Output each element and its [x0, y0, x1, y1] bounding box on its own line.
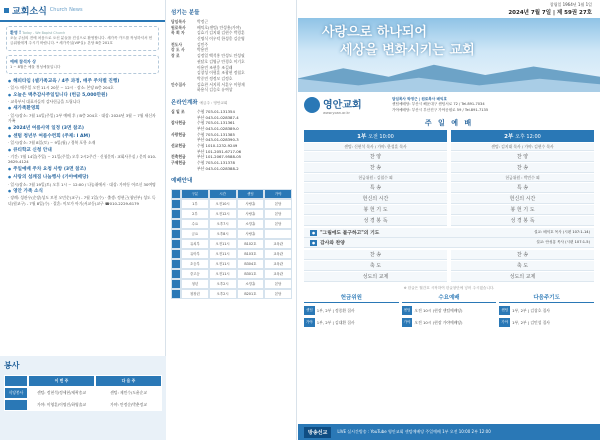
schedule-cell: B103호 [237, 249, 265, 259]
schedule-table [171, 189, 292, 299]
address-centum: 센텀예배당: 부산시 해운대구 센텀서로 72 / Tel.891-7034 [392, 102, 485, 107]
bottom-text: 1부, 2부 | 김민성 집사 [512, 319, 550, 325]
closing-item: 축 도 [451, 261, 594, 271]
bottom-text: 1부, 2부 | 정종환 집사 [316, 307, 355, 313]
broadcast-tag: 방송선교 [304, 427, 331, 438]
staff-title: 섬기는 분들 [171, 10, 200, 16]
staff-names: 박용빈 [197, 47, 209, 53]
schedule-cell [171, 209, 181, 219]
bottom-title: 헌금위원 [304, 293, 399, 303]
schedule-cell: 오전11시 [209, 249, 237, 259]
staff-role: 원로목사 [171, 24, 186, 30]
news-title: 교회소식 [12, 6, 47, 17]
schedule-cell: 교육관 [264, 269, 292, 279]
staff-names: 김민주 [197, 41, 209, 47]
service-order-item: 찬 양 [304, 152, 447, 162]
sermon-row [304, 228, 594, 238]
volunteer-col-this-week: 이 번 주 [28, 375, 95, 387]
schedule-cell: 오전12시 [209, 209, 237, 219]
news-item [0, 147, 165, 166]
schedule-cell: B301호 [237, 269, 265, 279]
welcome-subtitle: Today - We Bapist Church [22, 31, 66, 35]
service-leader: 센텀: 김지대 목사 / 가야: 김현수 목사 [451, 143, 594, 151]
offering-committee [304, 293, 399, 327]
account-number: 부산 043-01-028390-3 [197, 137, 239, 143]
news-item [0, 174, 165, 188]
schedule-cell: 오후7시 [209, 219, 237, 229]
account-number: 부산 043-01-028387-4 [197, 114, 239, 120]
bottom-row [499, 318, 594, 327]
church-contact [392, 97, 594, 113]
news-item [0, 188, 165, 207]
account-type: 구제헌금 [171, 160, 186, 166]
news-item [0, 133, 165, 147]
account-number: 부산 101-2067-9588-05 [197, 154, 242, 160]
schedule-cell [264, 229, 292, 239]
news-item [0, 125, 165, 133]
church-logo [304, 96, 392, 115]
online-account-owner: 예금주 : 영안교회 [199, 100, 228, 105]
news-item [0, 92, 165, 106]
news-item-title: ● 영안 가족 소식 [8, 189, 157, 195]
schedule-cell: 초등부 [181, 259, 209, 269]
schedule-head [171, 189, 181, 199]
square-icon [4, 8, 9, 13]
schedule-cell [171, 259, 181, 269]
broadcast-text[interactable]: LIVE 실시간방송 : YouTube 영안교회 센텀예배당 주일예배 1부 오전 10:00 2부 12:00 [337, 429, 491, 434]
service-header [451, 130, 594, 142]
staff-names: 김창성 이형훈 조광현 정철호 [197, 70, 245, 76]
account-number: 부산 043-01-028388-2 [197, 165, 239, 171]
schedule-cell: 청년 [181, 279, 209, 289]
news-item-title: ● 해피타임 (셀가족교육 / 4주 과정, 매주 주차별 진행) [8, 79, 157, 85]
volunteer-cell: 센텀: 정현석/정세현/제곽송교 [28, 387, 95, 399]
service-order-item: 찬 양 [451, 152, 594, 162]
bottom-group: 가야 [499, 318, 510, 327]
welcome-text: 오늘 주님의 전에 처음으로 오신 분들을 진심으로 환영합니다. 새가족 카드를 작성하셔서 헌금위원에게 주시기 바랍니다. * 세가족실(VIP실): 본당 B층 201호 [10, 36, 153, 46]
news-item-title: ● 사랑의 섬깨짐 나눔행사 (가야예배당) [8, 175, 157, 181]
closing-grid [298, 248, 600, 284]
church-info [298, 92, 600, 118]
schedule-cell: 오전10시 [209, 199, 237, 209]
bottom-group: 센텀 [499, 306, 510, 315]
volunteer-row-label: 식당봉사 [4, 387, 28, 399]
staff-names: 김효찬 서지희 서훈우 이형재 [197, 81, 245, 87]
schedule-cell: B304호 [237, 259, 265, 269]
schedule-cell: 교육관 [264, 239, 292, 249]
service-order-item: 봉 헌 기 도 [304, 205, 447, 215]
bottom-title: 다음주기도 [499, 293, 594, 303]
staff-role: 목 회 자 [171, 30, 185, 36]
bottom-info [298, 293, 600, 327]
sermon-verse-1: 설교: 배익호 목사 (시편 107:1-14) [533, 230, 590, 234]
schedule-cell: 금요 [181, 229, 209, 239]
news-subtitle: Church News [49, 7, 83, 13]
schedule-cell: 1부 [181, 199, 209, 209]
slogan-line-2: 세상을 변화시키는 교회 [340, 42, 475, 58]
volunteer-row-label [4, 399, 28, 411]
schedule-cell [171, 289, 181, 299]
schedule-cell: 소망홀 [237, 279, 265, 289]
schedule-cell: 2부 [181, 209, 209, 219]
wednesday-service [402, 293, 497, 327]
news-item-text: · 일시: 매주일 오전 11시 20분 ~ 12시 · 장소: 본당 B층 204호 [8, 85, 114, 91]
schedule-cell [171, 199, 181, 209]
volunteer-title: 봉사 [4, 361, 20, 370]
schedule-cell: 오후8시 [209, 229, 237, 239]
schedule-cell: 사랑홀 [237, 199, 265, 209]
service-order-item: 헌금위원 : 박민수 외 [451, 174, 594, 182]
schedule-cell [171, 279, 181, 289]
schedule-head: 센텀 [237, 189, 265, 199]
account-type: 사랑헌금 [171, 131, 186, 137]
bottom-text: 1부, 2부 | 김창호 집사 [512, 307, 550, 313]
news-item-text: · 일시/장소: 7월 19일(토) 오후 1시 ~ 12:00 / 나눔취에서 · 대상: 가야동 어르신 30여명 [8, 181, 156, 187]
schedule-cell: 청장년 [181, 289, 209, 299]
schedule-cell: 교육관 [264, 259, 292, 269]
staff-row [171, 87, 292, 93]
sermon-verse-2: 설교: 안성흥 목사 (시편 107:1-5) [536, 240, 590, 244]
news-item-text: · 기간: 7월 14일(주일) ~ 21일(주일) 오후 2시2주간 · 신청문의: 교회사무실 / 문의 010-2629-4124 [8, 154, 157, 165]
schedule-cell: 수요 [181, 219, 209, 229]
service-leader: 센텀: 신현석 목사 / 가야: 한성훈 목사 [304, 143, 447, 151]
notice-text: ※ 한글은 월간호 시작하여 한글창단에 넣어 주시겠습니다. [403, 286, 495, 290]
sermon-sub-row [304, 238, 594, 248]
sermon-title: "그림에도 불구하고"의 기도 [320, 231, 380, 236]
schedule-cell: 본당 [264, 219, 292, 229]
service-order-item: 찬 송 [451, 163, 594, 173]
service-time: 오후 12:00 [515, 134, 541, 140]
account-row [171, 166, 292, 172]
staff-names: 박정근 [197, 19, 209, 24]
service-order-item: 봉 헌 기 도 [451, 205, 594, 215]
schedule-head: 시간 [209, 189, 237, 199]
volunteer-corner [4, 375, 28, 387]
staff-list [171, 19, 292, 93]
service-order-item: 특 송 [451, 183, 594, 193]
service-grid [298, 128, 600, 228]
news-item-title: ● 새가족환영회 [8, 106, 157, 112]
founded-date: 창립일 1964년 1월 1일 [549, 2, 592, 7]
worship-title: 주 일 예 배 [424, 119, 474, 127]
service-second [451, 130, 594, 226]
staff-role [171, 87, 197, 93]
account-number: 수협 703-01-131361 [197, 120, 235, 126]
banner [298, 18, 600, 92]
staff-names: 배익호(센텀) 안성흥(가야) [197, 24, 241, 30]
sermon-tag: ● [312, 240, 316, 245]
church-name: 영안교회 [323, 99, 362, 111]
bottom-title: 수요예배 [402, 293, 497, 303]
broadcast-footer [298, 424, 600, 440]
staff-names: 권달호 김영규 안경호 이기호 [197, 58, 245, 64]
staff-names: 김정일 백석홍 안성도 안성필 [197, 53, 245, 59]
staff-names: 박중민 정정모 김정호 [197, 75, 233, 81]
bottom-group: 가야 [402, 318, 413, 327]
volunteer-table [4, 375, 162, 411]
masthead [298, 0, 600, 18]
service-name: 2부 [504, 134, 516, 140]
church-url[interactable]: www.yoan.or.kr [323, 110, 350, 115]
service-first [304, 130, 447, 226]
bottom-text: 오전 10시 (현장 가야예배당) [414, 319, 463, 325]
pastor-line: 담임목사 박정근 | 원로목사 배익호 [392, 96, 447, 101]
service-order-item: 찬 송 [304, 163, 447, 173]
address-gaya: 가야예배당: 부산시 부산진구 가야공원로 59 / Tel.891-7135 [392, 107, 489, 112]
schedule-cell [171, 249, 181, 259]
news-item-title: ● 큐티학교 신청 안내 [8, 148, 157, 154]
bottom-row [402, 306, 497, 315]
news-item-text: · 교육부서 대표자들의 감사헌금을 드립니다 [8, 99, 81, 105]
main-column [298, 0, 600, 440]
closing-item: 축 도 [304, 261, 447, 271]
volunteer-col-next-week: 다 음 주 [95, 375, 162, 387]
account-number: 수협 703-01-131378 [197, 160, 235, 166]
schedule-head: 구분 [181, 189, 209, 199]
news-item [0, 166, 165, 174]
issue-number: 2024년 7월 7일 | 제 59권 27호 [508, 10, 592, 16]
news-item-text: · 장례: 성관우(순장)성도 모친 오민순(교구) - 7월 1일(수) · 출생: 정현근(청년부) 성도 득녀(원교구) - 7월 8일(수) · 결혼: 이모가 아기(서교동)교구 ☎010-2229-6179 [8, 195, 156, 206]
closing-item: 찬 송 [304, 250, 447, 260]
bottom-row [402, 318, 497, 327]
schedule-cell: 본당 [264, 209, 292, 219]
account-list [171, 109, 292, 172]
service-header [304, 130, 447, 142]
schedule-cell: B102호 [237, 239, 265, 249]
news-header [0, 0, 165, 22]
news-list [0, 78, 165, 207]
news-item-title: ● 2024년 여름사역 일정 (3면 참조) [8, 126, 157, 132]
closing-column [451, 250, 594, 282]
news-column [0, 0, 166, 440]
closing-item: 찬 송 [451, 250, 594, 260]
bottom-group: 센텀 [304, 306, 315, 315]
schedule-cell: 오전11시 [209, 269, 237, 279]
volunteer-box [0, 356, 166, 440]
service-name: 1부 [357, 134, 369, 140]
news-item-title: ● 오늘은 맥추감사주일입니다 (헌금 5,000만원) [8, 93, 157, 99]
slogan-line-1: 사랑으로 하나되어 [322, 25, 427, 40]
account-number: 부산 043-01-028389-0 [197, 126, 239, 131]
service-order-item: 헌신의 시간 [451, 194, 594, 204]
church-mark-icon [304, 97, 320, 113]
service-order-item: 성 경 봉 독 [304, 216, 447, 226]
next-prayer [499, 293, 594, 327]
schedule-cell: 중고등 [181, 269, 209, 279]
volunteer-cell: 센텀: 제민수/도윤순교 [95, 387, 162, 399]
worship-note-box [6, 55, 159, 74]
schedule-cell: 오후2시 [209, 279, 237, 289]
bottom-group: 센텀 [402, 306, 413, 315]
schedule-cell: 유치부 [181, 239, 209, 249]
service-time: 오전 10:00 [368, 134, 394, 140]
account-number: 수협 1010-1232-9249 [197, 143, 238, 149]
bottom-text: 1부, 2부 | 김대환 집사 [316, 319, 355, 325]
staff-role: 장 로 [171, 53, 180, 59]
staff-role: 담임목사 [171, 19, 186, 24]
account-number: 수협 703-01-131354 [197, 108, 235, 114]
schedule-cell: 오전11시 [209, 239, 237, 249]
news-item [0, 105, 165, 124]
bottom-group: 가야 [304, 318, 315, 327]
schedule-head: 가야 [264, 189, 292, 199]
news-item [0, 78, 165, 92]
schedule-cell: 유아부 [181, 249, 209, 259]
schedule-cell: B201호 [237, 289, 265, 299]
schedule-cell: 사랑홀 [237, 229, 265, 239]
account-type: 선교헌금 [171, 143, 186, 149]
news-item-title: ● 주일예배 주차 요청 사항 (3면 참조) [8, 167, 157, 173]
staff-names: 하용식 김승호 유여상 [197, 87, 233, 93]
schedule-cell: 소망홀 [237, 219, 265, 229]
staff-names: 김효기 김지대 김현수 박경훈 [197, 30, 245, 36]
welcome-title: 환영 ! [10, 30, 21, 35]
staff-role: 안수집사 [171, 81, 186, 87]
schedule-cell: 본당 [264, 199, 292, 209]
closing-column [304, 250, 447, 282]
online-account-heading: 온라인계좌 [171, 99, 198, 106]
slogan [322, 24, 475, 59]
staff-names: 이용민 조현웅 조길래 [197, 64, 233, 70]
schedule-cell [171, 229, 181, 239]
bottom-text: 오전 10시 (현장 센텀예배당) [414, 307, 463, 313]
service-order-item: 특 송 [304, 183, 447, 193]
schedule-cell: 오후2시 [209, 289, 237, 299]
schedule-cell: 본당 [264, 289, 292, 299]
news-item-text: · 일시/장소: 7월 8일(토) ~ 9일(월) / 경북 포항 소재 [8, 140, 96, 146]
news-item-title: ● 센텀 청년부 여름수련회 (주제: I AM) [8, 134, 157, 140]
bottom-row [499, 306, 594, 315]
news-item-text: · 일시/장소: 7월 14일(주일) 2부 예배 후 / B층 204호 · 대상: 2024년 3월 ~ 7월 새신자 가족 [8, 112, 156, 124]
sermon-subtitle: 감사와 찬양 [320, 241, 345, 246]
worship-note-title: 예배 참석자 상 [10, 58, 36, 64]
schedule-cell: 오전11시 [209, 259, 237, 269]
sermon-tag: ● [312, 230, 316, 235]
closing-item: 성도의 교제 [451, 272, 594, 282]
online-account-title [171, 98, 292, 106]
schedule-cell: 교육관 [264, 249, 292, 259]
staff-role: 강 도 사 [171, 47, 185, 53]
staff-column [167, 0, 297, 440]
account-type: 감사헌금 [171, 120, 186, 126]
schedule-cell: 사랑홀 [237, 209, 265, 219]
account-type: 건축헌금 [171, 154, 186, 160]
staff-names: 신명식 이우덕 한성웅 김순영 [197, 36, 245, 42]
worship-note-text: 1 ~ 8월은 예물 정성예물입니다 [10, 64, 61, 69]
schedule-cell [171, 219, 181, 229]
schedule-cell: 본당 [264, 279, 292, 289]
bottom-row [304, 318, 399, 327]
staff-role: 전도사 [171, 41, 183, 47]
welcome-box [6, 26, 159, 51]
volunteer-cell: 가야: 이영훈/이명진/하영솔교 [28, 399, 95, 411]
account-type: 십 일 조 [171, 108, 185, 114]
service-order-item: 헌신의 시간 [304, 194, 447, 204]
account-number: 부산 101-2051-6717-06 [197, 148, 242, 154]
bottom-row [304, 306, 399, 315]
closing-item: 성도의 교제 [304, 272, 447, 282]
account-type [171, 166, 197, 172]
service-order-item: 성 경 봉 독 [451, 216, 594, 226]
service-order-item: 헌금위원 : 김철수 외 [304, 174, 447, 182]
volunteer-cell: 가야: 안정순/박춘정교 [95, 399, 162, 411]
account-number: 수협 703-01-131385 [197, 131, 235, 137]
schedule-cell [171, 269, 181, 279]
schedule-cell [171, 239, 181, 249]
schedule-title: 예배안내 [171, 177, 193, 184]
